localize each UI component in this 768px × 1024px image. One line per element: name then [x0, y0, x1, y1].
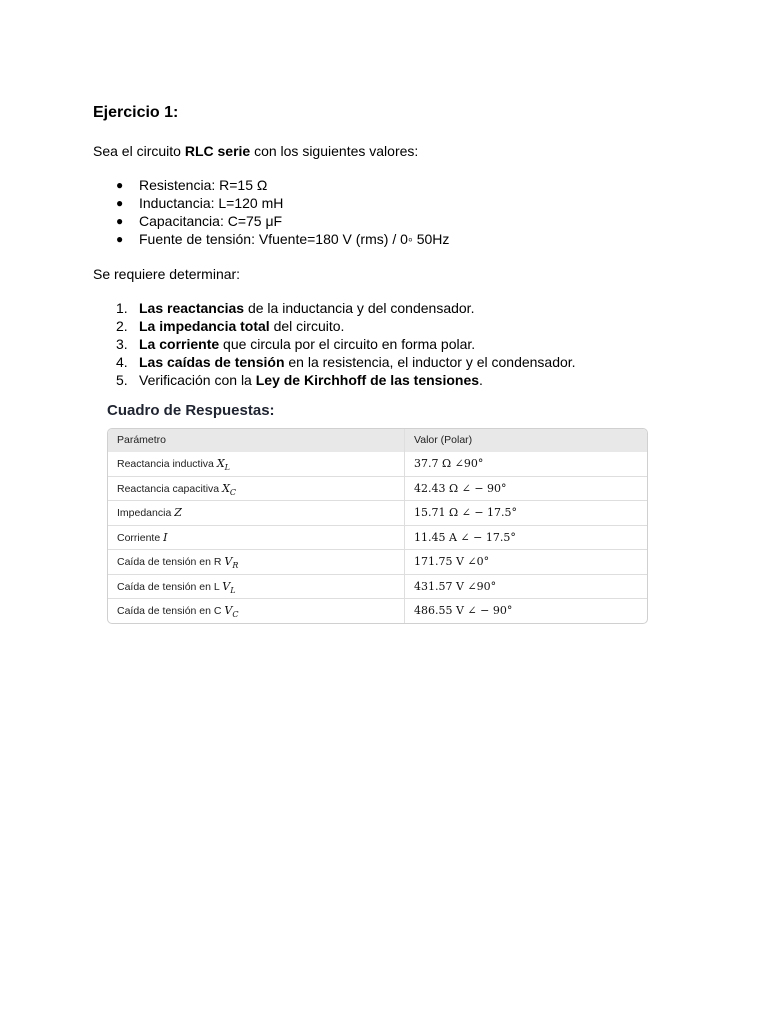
intro-bold: RLC serie [184, 143, 251, 159]
answers-table [107, 428, 648, 624]
table-row [108, 452, 647, 476]
task-rest: que circula por el circuito en forma polar. [219, 336, 476, 352]
task-pre: Verificación con la [139, 372, 256, 388]
value-cell: 42.43 Ω ∠ − 90° [414, 481, 507, 495]
task-rest: del circuito. [269, 318, 345, 334]
task-bold: La corriente [139, 336, 220, 352]
bullet-icon: ● [116, 232, 124, 246]
task-rest: en la resistencia, el inductor y el condensador. [284, 354, 576, 370]
parameter-cell [108, 599, 405, 623]
value-cell: 486.55 V ∠ − 90° [414, 604, 513, 617]
list-item [93, 371, 693, 389]
table-row [108, 574, 647, 599]
task-bold: Ley de Kirchhoff de las tensiones [255, 372, 480, 388]
answers-section [107, 402, 648, 624]
intro-suffix: con los siguientes valores: [250, 143, 419, 159]
task-number: 3. [116, 336, 128, 352]
list-item [93, 212, 693, 230]
header-value: Valor (Polar) [414, 434, 473, 446]
list-item [93, 317, 693, 335]
value-text: Capacitancia: C=75 μF [139, 213, 283, 229]
parameter-subscript: L [230, 585, 236, 595]
value-text: Inductancia: L=120 mH [139, 195, 284, 211]
parameter-subscript: C [232, 610, 239, 620]
list-item [93, 299, 693, 317]
task-bold: Las reactancias [139, 300, 245, 316]
task-number: 1. [116, 300, 128, 316]
parameter-symbol: Z [174, 506, 182, 519]
requires-paragraph: Se requiere determinar: [93, 266, 241, 282]
parameter-symbol: X [216, 457, 225, 470]
bullet-icon: ● [116, 196, 124, 210]
task-rest: . [479, 372, 483, 388]
task-bold: Las caídas de tensión [139, 354, 285, 370]
table-row [108, 476, 647, 501]
value-cell: 171.75 V ∠0° [414, 555, 490, 568]
table-row [108, 500, 647, 525]
values-list [93, 176, 693, 248]
parameter-symbol: I [163, 530, 168, 544]
parameter-label: Caída de tensión en L [117, 580, 223, 593]
parameter-label: Caída de tensión en C [117, 605, 225, 617]
table-row [108, 525, 647, 550]
parameter-cell [108, 501, 405, 525]
parameter-label: Corriente [117, 531, 164, 544]
parameter-cell [108, 550, 405, 574]
header-parameter: Parámetro [108, 429, 405, 452]
value-text: Fuente de tensión: Vfuente=180 V (rms) / 0◦ 50Hz [139, 231, 450, 247]
parameter-cell [108, 477, 405, 501]
value-cell: 11.45 A ∠ − 17.5° [414, 530, 516, 544]
value-text: Resistencia: R=15 Ω [139, 177, 268, 193]
parameter-subscript: R [232, 561, 239, 571]
parameter-label: Impedancia [117, 507, 175, 519]
task-rest: de la inductancia y del condensador. [244, 300, 475, 316]
value-cell: 431.57 V ∠90° [414, 579, 497, 593]
bullet-icon: ● [116, 178, 124, 192]
value-cell: 15.71 Ω ∠ − 17.5° [414, 506, 518, 519]
parameter-symbol: X [222, 481, 230, 495]
table-row [108, 549, 647, 574]
task-bold: La impedancia total [139, 318, 270, 334]
parameter-subscript: L [224, 463, 230, 473]
list-item [93, 194, 693, 212]
bullet-icon: ● [116, 214, 124, 228]
table-row [108, 598, 647, 623]
intro-paragraph [93, 143, 693, 159]
parameter-subscript: C [229, 487, 237, 497]
parameter-label: Caída de tensión en R [117, 556, 225, 568]
list-item [93, 353, 693, 371]
parameter-cell [108, 452, 405, 476]
parameter-cell [108, 526, 405, 550]
answers-title: Cuadro de Respuestas: [107, 402, 275, 419]
parameter-symbol: V [222, 579, 231, 593]
task-number: 2. [116, 318, 128, 334]
exercise-section [93, 104, 693, 389]
list-item [93, 335, 693, 353]
parameter-cell [108, 575, 405, 599]
tasks-list [93, 299, 693, 389]
task-number: 4. [116, 354, 128, 370]
list-item [93, 230, 693, 248]
task-number: 5. [116, 372, 128, 388]
parameter-label: Reactancia capacitiva [117, 482, 223, 495]
list-item [93, 176, 693, 194]
parameter-symbol: V [224, 555, 233, 568]
table-header-row [108, 429, 647, 452]
parameter-label: Reactancia inductiva [117, 458, 217, 470]
parameter-symbol: V [224, 604, 233, 617]
exercise-title: Ejercicio 1: [93, 104, 179, 121]
value-cell: 37.7 Ω ∠90° [414, 457, 484, 470]
intro-prefix: Sea el circuito [93, 143, 185, 159]
